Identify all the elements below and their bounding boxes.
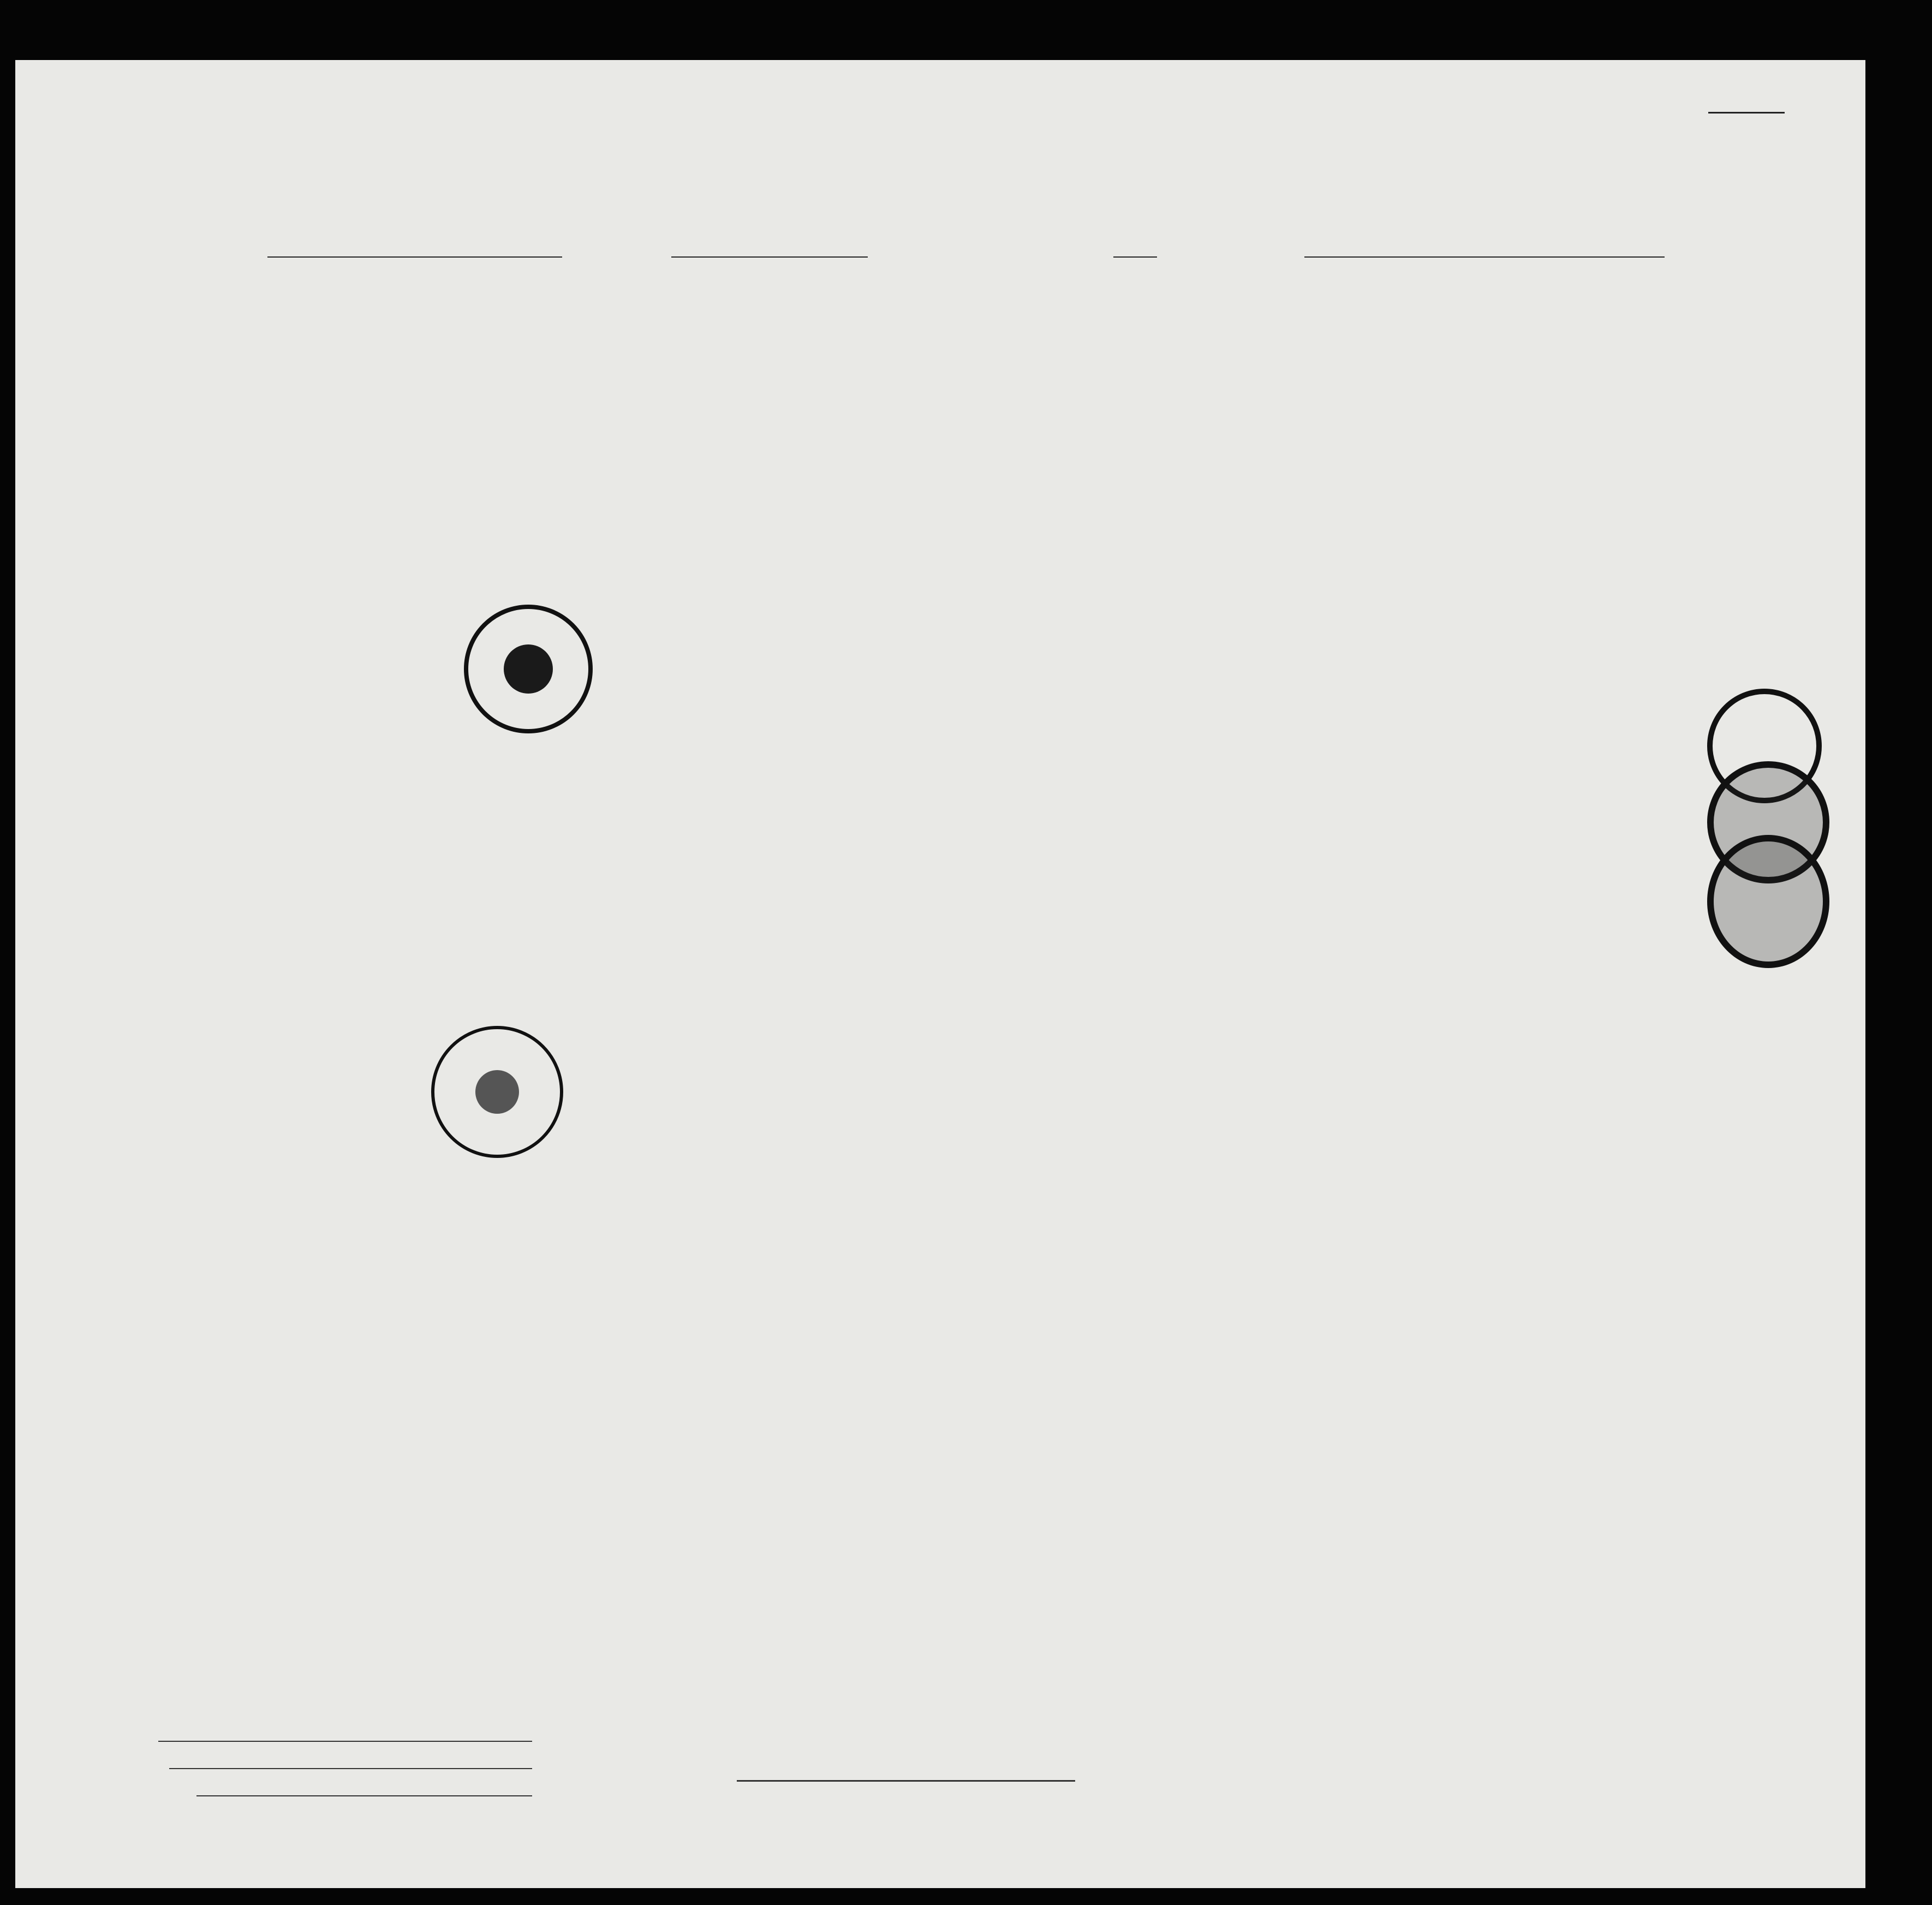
- eagle-emblem-icon: [475, 1070, 519, 1114]
- footer-inspector-underline: [737, 1780, 1075, 1782]
- footer-agents-underline: [196, 1795, 532, 1796]
- footer-line-underline: [158, 1741, 532, 1742]
- footer-owners-underline: [169, 1768, 532, 1769]
- mv-seal-ring: [468, 609, 588, 729]
- sheet-underline: [1708, 112, 1785, 114]
- buenos-aires-seal: [431, 1026, 563, 1158]
- montevideo-seal: [464, 605, 593, 733]
- vessel-underline: [267, 256, 562, 258]
- year-underline: [1113, 256, 1157, 258]
- eagle-emblem-icon: [504, 644, 553, 694]
- port-underline: [1304, 256, 1665, 258]
- right-seal-3: [1707, 835, 1829, 968]
- arriving-underline: [671, 256, 868, 258]
